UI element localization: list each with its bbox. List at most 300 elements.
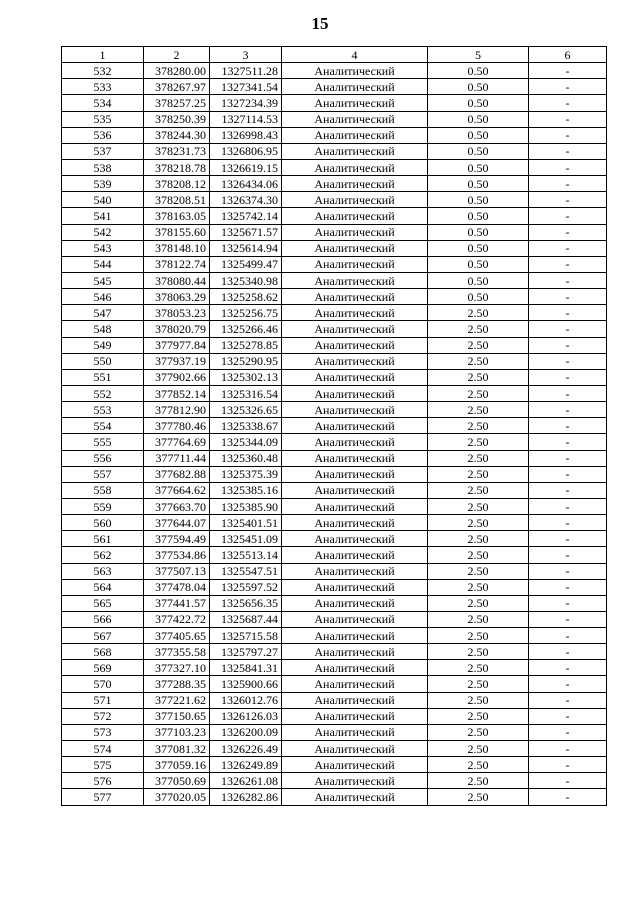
point-number-cell: 564 [62,579,144,595]
point-number-cell: 562 [62,547,144,563]
point-number-cell: 571 [62,692,144,708]
accuracy-cell: 2.50 [428,741,529,757]
note-cell: - [529,176,607,192]
note-cell: - [529,95,607,111]
table-row [62,676,607,692]
note-cell: - [529,272,607,288]
table-row [62,353,607,369]
x-coordinate-cell: 377059.16 [144,757,210,773]
table-row [62,143,607,159]
point-number-cell: 547 [62,305,144,321]
note-cell: - [529,143,607,159]
accuracy-cell: 2.50 [428,369,529,385]
coordinates-table [61,46,607,806]
point-number-cell: 536 [62,127,144,143]
point-number-cell: 560 [62,515,144,531]
x-coordinate-cell: 377852.14 [144,385,210,401]
y-coordinate-cell: 1325266.46 [210,321,282,337]
y-coordinate-cell: 1325900.66 [210,676,282,692]
method-cell: Аналитический [282,466,428,482]
point-number-cell: 541 [62,208,144,224]
y-coordinate-cell: 1326261.08 [210,773,282,789]
y-coordinate-cell: 1326282.86 [210,789,282,805]
point-number-cell: 549 [62,337,144,353]
y-coordinate-cell: 1325375.39 [210,466,282,482]
table-row [62,402,607,418]
table-row [62,256,607,272]
table-row [62,660,607,676]
accuracy-cell: 2.50 [428,466,529,482]
note-cell: - [529,321,607,337]
point-number-cell: 574 [62,741,144,757]
x-coordinate-cell: 377937.19 [144,353,210,369]
y-coordinate-cell: 1325547.51 [210,563,282,579]
x-coordinate-cell: 377288.35 [144,676,210,692]
x-coordinate-cell: 377050.69 [144,773,210,789]
table-row [62,111,607,127]
x-coordinate-cell: 377902.66 [144,369,210,385]
point-number-cell: 545 [62,272,144,288]
point-number-cell: 551 [62,369,144,385]
accuracy-cell: 2.50 [428,724,529,740]
x-coordinate-cell: 378244.30 [144,127,210,143]
method-cell: Аналитический [282,402,428,418]
table-row [62,434,607,450]
method-cell: Аналитический [282,724,428,740]
note-cell: - [529,482,607,498]
x-coordinate-cell: 377711.44 [144,450,210,466]
point-number-cell: 556 [62,450,144,466]
point-number-cell: 544 [62,256,144,272]
x-coordinate-cell: 377478.04 [144,579,210,595]
note-cell: - [529,644,607,660]
note-cell: - [529,789,607,805]
table-row [62,692,607,708]
note-cell: - [529,256,607,272]
y-coordinate-cell: 1325797.27 [210,644,282,660]
accuracy-cell: 0.50 [428,208,529,224]
y-coordinate-cell: 1325258.62 [210,289,282,305]
y-coordinate-cell: 1325385.90 [210,498,282,514]
y-coordinate-cell: 1327114.53 [210,111,282,127]
point-number-cell: 558 [62,482,144,498]
method-cell: Аналитический [282,482,428,498]
y-coordinate-cell: 1325278.85 [210,337,282,353]
note-cell: - [529,741,607,757]
point-number-cell: 577 [62,789,144,805]
accuracy-cell: 2.50 [428,773,529,789]
table-row [62,757,607,773]
y-coordinate-cell: 1326226.49 [210,741,282,757]
y-coordinate-cell: 1325742.14 [210,208,282,224]
method-cell: Аналитический [282,579,428,595]
point-number-cell: 552 [62,385,144,401]
accuracy-cell: 2.50 [428,353,529,369]
accuracy-cell: 2.50 [428,418,529,434]
accuracy-cell: 2.50 [428,402,529,418]
x-coordinate-cell: 377081.32 [144,741,210,757]
point-number-cell: 535 [62,111,144,127]
point-number-cell: 537 [62,143,144,159]
x-coordinate-cell: 377594.49 [144,531,210,547]
method-cell: Аналитический [282,708,428,724]
x-coordinate-cell: 377663.70 [144,498,210,514]
point-number-cell: 540 [62,192,144,208]
method-cell: Аналитический [282,176,428,192]
method-cell: Аналитический [282,595,428,611]
accuracy-cell: 2.50 [428,450,529,466]
x-coordinate-cell: 378163.05 [144,208,210,224]
table-row [62,515,607,531]
point-number-cell: 548 [62,321,144,337]
note-cell: - [529,402,607,418]
method-cell: Аналитический [282,450,428,466]
note-cell: - [529,369,607,385]
accuracy-cell: 0.50 [428,289,529,305]
note-cell: - [529,531,607,547]
table-row [62,305,607,321]
point-number-cell: 550 [62,353,144,369]
note-cell: - [529,240,607,256]
x-coordinate-cell: 377150.65 [144,708,210,724]
y-coordinate-cell: 1325513.14 [210,547,282,563]
accuracy-cell: 0.50 [428,176,529,192]
y-coordinate-cell: 1325401.51 [210,515,282,531]
note-cell: - [529,159,607,175]
accuracy-cell: 2.50 [428,595,529,611]
accuracy-cell: 2.50 [428,547,529,563]
accuracy-cell: 2.50 [428,531,529,547]
accuracy-cell: 2.50 [428,757,529,773]
column-header: 6 [529,47,607,63]
point-number-cell: 567 [62,628,144,644]
y-coordinate-cell: 1326126.03 [210,708,282,724]
table-row [62,789,607,805]
y-coordinate-cell: 1325338.67 [210,418,282,434]
accuracy-cell: 2.50 [428,498,529,514]
y-coordinate-cell: 1326998.43 [210,127,282,143]
accuracy-cell: 2.50 [428,434,529,450]
point-number-cell: 543 [62,240,144,256]
note-cell: - [529,434,607,450]
x-coordinate-cell: 377977.84 [144,337,210,353]
method-cell: Аналитический [282,256,428,272]
x-coordinate-cell: 377020.05 [144,789,210,805]
table-row [62,369,607,385]
method-cell: Аналитический [282,353,428,369]
point-number-cell: 534 [62,95,144,111]
point-number-cell: 570 [62,676,144,692]
x-coordinate-cell: 378155.60 [144,224,210,240]
table-row [62,127,607,143]
point-number-cell: 554 [62,418,144,434]
note-cell: - [529,692,607,708]
method-cell: Аналитический [282,692,428,708]
point-number-cell: 559 [62,498,144,514]
method-cell: Аналитический [282,757,428,773]
note-cell: - [529,418,607,434]
y-coordinate-cell: 1327511.28 [210,63,282,79]
x-coordinate-cell: 378231.73 [144,143,210,159]
table-row [62,595,607,611]
point-number-cell: 569 [62,660,144,676]
point-number-cell: 568 [62,644,144,660]
table-row [62,724,607,740]
note-cell: - [529,611,607,627]
table-row [62,224,607,240]
note-cell: - [529,353,607,369]
accuracy-cell: 2.50 [428,321,529,337]
table-row [62,63,607,79]
x-coordinate-cell: 377644.07 [144,515,210,531]
y-coordinate-cell: 1325256.75 [210,305,282,321]
y-coordinate-cell: 1326012.76 [210,692,282,708]
x-coordinate-cell: 377812.90 [144,402,210,418]
table-row [62,337,607,353]
point-number-cell: 572 [62,708,144,724]
table-row [62,498,607,514]
method-cell: Аналитический [282,289,428,305]
table-row [62,385,607,401]
note-cell: - [529,757,607,773]
note-cell: - [529,385,607,401]
method-cell: Аналитический [282,547,428,563]
y-coordinate-cell: 1326249.89 [210,757,282,773]
y-coordinate-cell: 1325302.13 [210,369,282,385]
x-coordinate-cell: 378208.51 [144,192,210,208]
accuracy-cell: 0.50 [428,79,529,95]
accuracy-cell: 2.50 [428,579,529,595]
table-row [62,773,607,789]
point-number-cell: 576 [62,773,144,789]
x-coordinate-cell: 378063.29 [144,289,210,305]
accuracy-cell: 2.50 [428,660,529,676]
table-row [62,466,607,482]
note-cell: - [529,305,607,321]
note-cell: - [529,773,607,789]
table-row [62,159,607,175]
accuracy-cell: 2.50 [428,385,529,401]
method-cell: Аналитический [282,741,428,757]
note-cell: - [529,466,607,482]
y-coordinate-cell: 1326374.30 [210,192,282,208]
accuracy-cell: 2.50 [428,563,529,579]
y-coordinate-cell: 1325385.16 [210,482,282,498]
x-coordinate-cell: 378053.23 [144,305,210,321]
point-number-cell: 561 [62,531,144,547]
x-coordinate-cell: 377327.10 [144,660,210,676]
x-coordinate-cell: 378218.78 [144,159,210,175]
y-coordinate-cell: 1326619.15 [210,159,282,175]
table-row [62,547,607,563]
method-cell: Аналитический [282,418,428,434]
accuracy-cell: 0.50 [428,63,529,79]
note-cell: - [529,708,607,724]
method-cell: Аналитический [282,660,428,676]
method-cell: Аналитический [282,143,428,159]
method-cell: Аналитический [282,337,428,353]
table-row [62,579,607,595]
note-cell: - [529,515,607,531]
y-coordinate-cell: 1325687.44 [210,611,282,627]
method-cell: Аналитический [282,79,428,95]
y-coordinate-cell: 1325451.09 [210,531,282,547]
method-cell: Аналитический [282,644,428,660]
note-cell: - [529,127,607,143]
y-coordinate-cell: 1325290.95 [210,353,282,369]
method-cell: Аналитический [282,95,428,111]
note-cell: - [529,660,607,676]
method-cell: Аналитический [282,563,428,579]
point-number-cell: 539 [62,176,144,192]
method-cell: Аналитический [282,127,428,143]
accuracy-cell: 0.50 [428,272,529,288]
table-row [62,628,607,644]
y-coordinate-cell: 1325499.47 [210,256,282,272]
accuracy-cell: 0.50 [428,143,529,159]
point-number-cell: 566 [62,611,144,627]
point-number-cell: 553 [62,402,144,418]
x-coordinate-cell: 378208.12 [144,176,210,192]
x-coordinate-cell: 377221.62 [144,692,210,708]
table-row [62,531,607,547]
table-row [62,289,607,305]
note-cell: - [529,224,607,240]
x-coordinate-cell: 378267.97 [144,79,210,95]
method-cell: Аналитический [282,773,428,789]
method-cell: Аналитический [282,676,428,692]
y-coordinate-cell: 1325316.54 [210,385,282,401]
column-header: 2 [144,47,210,63]
method-cell: Аналитический [282,159,428,175]
x-coordinate-cell: 378080.44 [144,272,210,288]
note-cell: - [529,289,607,305]
point-number-cell: 575 [62,757,144,773]
method-cell: Аналитический [282,789,428,805]
method-cell: Аналитический [282,63,428,79]
method-cell: Аналитический [282,498,428,514]
table-row [62,321,607,337]
y-coordinate-cell: 1325344.09 [210,434,282,450]
accuracy-cell: 2.50 [428,611,529,627]
x-coordinate-cell: 378257.25 [144,95,210,111]
table-row [62,611,607,627]
table-row [62,644,607,660]
x-coordinate-cell: 377764.69 [144,434,210,450]
method-cell: Аналитический [282,192,428,208]
note-cell: - [529,563,607,579]
y-coordinate-cell: 1326200.09 [210,724,282,740]
accuracy-cell: 2.50 [428,644,529,660]
table-row [62,450,607,466]
table-row [62,741,607,757]
method-cell: Аналитический [282,515,428,531]
note-cell: - [529,192,607,208]
method-cell: Аналитический [282,531,428,547]
page-number: 15 [311,14,329,33]
accuracy-cell: 2.50 [428,482,529,498]
method-cell: Аналитический [282,208,428,224]
note-cell: - [529,724,607,740]
method-cell: Аналитический [282,272,428,288]
point-number-cell: 533 [62,79,144,95]
method-cell: Аналитический [282,611,428,627]
method-cell: Аналитический [282,240,428,256]
x-coordinate-cell: 378250.39 [144,111,210,127]
method-cell: Аналитический [282,628,428,644]
table-row [62,192,607,208]
table-row [62,272,607,288]
accuracy-cell: 0.50 [428,127,529,143]
table-row [62,176,607,192]
note-cell: - [529,676,607,692]
method-cell: Аналитический [282,385,428,401]
accuracy-cell: 0.50 [428,240,529,256]
x-coordinate-cell: 378280.00 [144,63,210,79]
table-header-row [62,47,607,63]
note-cell: - [529,208,607,224]
y-coordinate-cell: 1325360.48 [210,450,282,466]
column-header: 1 [62,47,144,63]
y-coordinate-cell: 1325841.31 [210,660,282,676]
accuracy-cell: 2.50 [428,305,529,321]
x-coordinate-cell: 377534.86 [144,547,210,563]
note-cell: - [529,547,607,563]
y-coordinate-cell: 1325340.98 [210,272,282,288]
accuracy-cell: 0.50 [428,95,529,111]
method-cell: Аналитический [282,305,428,321]
point-number-cell: 563 [62,563,144,579]
note-cell: - [529,63,607,79]
method-cell: Аналитический [282,369,428,385]
accuracy-cell: 2.50 [428,708,529,724]
point-number-cell: 573 [62,724,144,740]
note-cell: - [529,337,607,353]
table-row [62,208,607,224]
accuracy-cell: 2.50 [428,337,529,353]
x-coordinate-cell: 377780.46 [144,418,210,434]
note-cell: - [529,628,607,644]
x-coordinate-cell: 377103.23 [144,724,210,740]
column-header: 5 [428,47,529,63]
x-coordinate-cell: 378148.10 [144,240,210,256]
table-row [62,95,607,111]
x-coordinate-cell: 377441.57 [144,595,210,611]
accuracy-cell: 0.50 [428,256,529,272]
note-cell: - [529,579,607,595]
y-coordinate-cell: 1325614.94 [210,240,282,256]
point-number-cell: 538 [62,159,144,175]
accuracy-cell: 0.50 [428,192,529,208]
point-number-cell: 546 [62,289,144,305]
y-coordinate-cell: 1326434.06 [210,176,282,192]
point-number-cell: 557 [62,466,144,482]
point-number-cell: 565 [62,595,144,611]
x-coordinate-cell: 377682.88 [144,466,210,482]
accuracy-cell: 2.50 [428,628,529,644]
note-cell: - [529,111,607,127]
y-coordinate-cell: 1325597.52 [210,579,282,595]
y-coordinate-cell: 1325326.65 [210,402,282,418]
accuracy-cell: 0.50 [428,224,529,240]
method-cell: Аналитический [282,111,428,127]
table-row [62,418,607,434]
x-coordinate-cell: 378122.74 [144,256,210,272]
method-cell: Аналитический [282,434,428,450]
table-body [62,63,607,805]
column-header: 4 [282,47,428,63]
table-row [62,240,607,256]
